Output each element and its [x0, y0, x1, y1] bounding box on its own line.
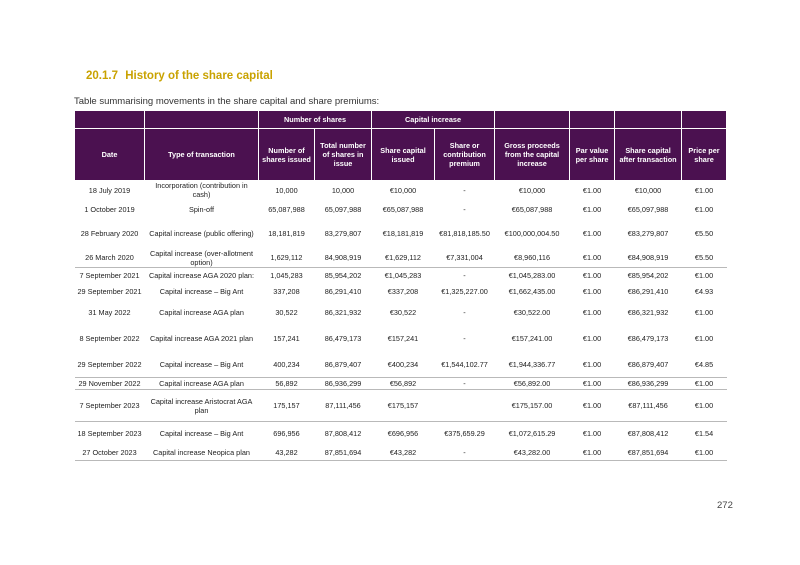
cell-capital-after: €86,936,299 [615, 378, 682, 390]
cell-par-value: €1.00 [570, 422, 615, 445]
table-row [75, 219, 727, 249]
group-header-empty [495, 111, 570, 129]
cell-price: €1.00 [682, 445, 727, 461]
cell-capital-after: €86,291,410 [627, 287, 669, 296]
cell-price: €1.00 [682, 378, 727, 390]
group-header-empty [682, 111, 727, 129]
cell-par-value: €1.00 [570, 181, 615, 200]
cell-par-value: €1.00 [582, 334, 602, 343]
cell-par-value: €1.00 [582, 253, 602, 263]
cell-capital-issued: €337,208 [387, 287, 419, 296]
cell-date: 31 May 2022 [88, 308, 131, 317]
col-header-price: Price per share [682, 129, 727, 181]
cell-type: Capital increase Aristocrat AGA plan [145, 390, 259, 422]
cell-par-value: €1.00 [582, 204, 602, 214]
cell-price: €4.85 [694, 359, 714, 369]
cell-gross-proceeds: €56,892.00 [495, 378, 570, 390]
cell-shares-issued: 30,522 [275, 308, 298, 317]
cell-type: Capital increase AGA 2020 plan: [145, 268, 259, 284]
table-row [75, 326, 727, 352]
cell-total-shares: 87,851,694 [315, 445, 372, 461]
cell-total-shares: 83,279,807 [324, 229, 362, 238]
cell-price: €4.93 [694, 287, 714, 296]
cell-capital-issued: €30,522 [389, 308, 417, 317]
cell-price: €1.00 [694, 308, 714, 317]
cell-type: Capital increase – Big Ant [159, 287, 244, 296]
table-row [75, 352, 727, 378]
cell-premium: - [463, 334, 466, 343]
table-row [75, 422, 727, 445]
col-header-capital-issued: Share capital issued [372, 129, 435, 181]
cell-total-shares: 65,097,988 [324, 204, 362, 214]
cell-premium: - [435, 268, 495, 284]
cell-par-value: €1.00 [582, 229, 602, 238]
cell-date: 29 November 2022 [75, 378, 145, 390]
cell-shares-issued: 400,234 [273, 359, 300, 369]
cell-type: Spin-off [188, 204, 214, 214]
cell-par-value: €1.00 [582, 359, 602, 369]
cell-gross-proceeds: €1,045,283.00 [495, 268, 570, 284]
cell-capital-after: €83,279,807 [627, 229, 669, 238]
table-row [75, 268, 727, 284]
cell-capital-after: €84,908,919 [627, 253, 669, 263]
cell-date: 7 September 2021 [75, 268, 145, 284]
cell-date: 18 September 2023 [75, 422, 145, 445]
cell-shares-issued: 157,241 [273, 334, 300, 343]
cell-date: 27 October 2023 [75, 445, 145, 461]
cell-capital-issued: €43,282 [372, 445, 435, 461]
cell-capital-issued: €400,234 [387, 359, 419, 369]
section-number: 20.1.7 [86, 70, 118, 82]
cell-type: Capital increase AGA 2021 plan [149, 334, 254, 343]
cell-par-value: €1.00 [570, 390, 615, 422]
cell-type: Capital increase (public offering) [149, 229, 254, 238]
cell-shares-issued: 43,282 [259, 445, 315, 461]
cell-premium: €7,331,004 [446, 253, 483, 263]
cell-price: €1.00 [682, 181, 727, 200]
cell-gross-proceeds: €175,157.00 [495, 390, 570, 422]
cell-gross-proceeds: €1,944,336.77 [508, 359, 556, 369]
cell-gross-proceeds: €30,522.00 [513, 308, 551, 317]
table-row [75, 300, 727, 326]
cell-date: 8 September 2022 [79, 334, 140, 343]
col-header-par-value: Par value per share [570, 129, 615, 181]
table-row [75, 200, 727, 219]
cell-premium: €81,818,185.50 [439, 229, 490, 238]
table-body [75, 181, 727, 461]
cell-shares-issued: 56,892 [259, 378, 315, 390]
cell-gross-proceeds: €157,241.00 [511, 334, 553, 343]
cell-price: €5.50 [694, 253, 714, 263]
cell-type: Capital increase AGA plan [145, 378, 259, 390]
cell-capital-issued: €18,181,819 [382, 229, 424, 238]
cell-premium: €375,659.29 [435, 422, 495, 445]
table-row [75, 181, 727, 200]
cell-date: 7 September 2023 [75, 390, 145, 422]
cell-capital-after: €87,808,412 [615, 422, 682, 445]
cell-premium: - [435, 378, 495, 390]
cell-gross-proceeds: €65,087,988 [511, 204, 553, 214]
group-header-row [75, 111, 727, 129]
group-header-empty [570, 111, 615, 129]
cell-premium: €1,544,102.77 [441, 359, 488, 369]
cell-total-shares: 85,954,202 [315, 268, 372, 284]
cell-price: €5.50 [694, 229, 714, 238]
table-row [75, 284, 727, 300]
cell-capital-after: €10,000 [615, 181, 682, 200]
cell-total-shares: 86,479,173 [324, 334, 362, 343]
cell-date: 18 July 2019 [75, 181, 145, 200]
cell-capital-issued: €10,000 [372, 181, 435, 200]
section-heading [86, 70, 273, 82]
cell-capital-after: €87,111,456 [615, 390, 682, 422]
cell-capital-issued: €157,241 [387, 334, 419, 343]
cell-capital-after: €86,479,173 [627, 334, 669, 343]
cell-price: €1.00 [682, 390, 727, 422]
cell-premium: - [435, 181, 495, 200]
cell-total-shares: 84,908,919 [324, 253, 362, 263]
cell-premium: - [463, 204, 466, 214]
section-title: History of the share capital [125, 70, 273, 82]
table-row [75, 445, 727, 461]
cell-gross-proceeds: €10,000 [495, 181, 570, 200]
cell-shares-issued: 65,087,988 [268, 204, 305, 214]
cell-gross-proceeds: €8,960,116 [514, 253, 551, 263]
cell-premium [435, 390, 495, 422]
group-header-empty [145, 111, 259, 129]
cell-gross-proceeds: €100,000,004.50 [504, 229, 560, 238]
cell-price: €1.00 [694, 334, 714, 343]
col-header-gross-proceeds: Gross proceeds from the capital increase [495, 129, 570, 181]
page-number: 272 [717, 500, 733, 511]
group-header-number-of-shares: Number of shares [259, 111, 372, 129]
cell-shares-issued: 18,181,819 [268, 229, 305, 238]
cell-capital-after: €86,879,407 [627, 359, 669, 369]
table-row [75, 249, 727, 268]
cell-par-value: €1.00 [570, 378, 615, 390]
cell-date: 29 September 2022 [77, 359, 142, 369]
col-header-premium: Share or contribution premium [435, 129, 495, 181]
cell-par-value: €1.00 [570, 445, 615, 461]
cell-type: Capital increase AGA plan [159, 308, 244, 317]
cell-capital-issued: €1,045,283 [372, 268, 435, 284]
cell-capital-after: €65,097,988 [627, 204, 669, 214]
cell-shares-issued: 696,956 [259, 422, 315, 445]
cell-capital-after: €86,321,932 [627, 308, 669, 317]
cell-type: Capital increase (over-allotment option) [149, 248, 253, 267]
cell-date: 28 February 2020 [80, 229, 139, 238]
group-header-empty [75, 111, 145, 129]
cell-type: Capital increase Neopica plan [145, 445, 259, 461]
cell-capital-after: €85,954,202 [615, 268, 682, 284]
cell-total-shares: 86,936,299 [315, 378, 372, 390]
col-header-capital-after: Share capital after transaction [615, 129, 682, 181]
col-header-date: Date [75, 129, 145, 181]
cell-type: Capital increase – Big Ant [159, 359, 244, 369]
cell-total-shares: 86,291,410 [324, 287, 362, 296]
cell-total-shares: 86,321,932 [324, 308, 362, 317]
intro-text: Table summarising movements in the share capital and share premiums: [74, 96, 380, 107]
cell-gross-proceeds: €43,282.00 [495, 445, 570, 461]
cell-premium: €1,325,227.00 [441, 287, 488, 296]
col-header-type: Type of transaction [145, 129, 259, 181]
cell-gross-proceeds: €1,662,435.00 [508, 287, 556, 296]
table-row [75, 390, 727, 422]
cell-total-shares: 86,879,407 [324, 359, 362, 369]
column-header-row [75, 129, 727, 181]
cell-capital-issued: €56,892 [372, 378, 435, 390]
cell-capital-after: €87,851,694 [615, 445, 682, 461]
cell-capital-issued: €175,157 [372, 390, 435, 422]
cell-total-shares: 10,000 [315, 181, 372, 200]
cell-shares-issued: 10,000 [259, 181, 315, 200]
share-capital-history-table [74, 110, 727, 461]
cell-capital-issued: €65,087,988 [382, 204, 424, 214]
cell-shares-issued: 175,157 [259, 390, 315, 422]
cell-price: €1.00 [694, 204, 714, 214]
cell-total-shares: 87,111,456 [315, 390, 372, 422]
cell-shares-issued: 337,208 [273, 287, 300, 296]
cell-type: Incorporation (contribution in cash) [145, 181, 259, 200]
cell-date: 29 September 2021 [77, 287, 142, 296]
cell-shares-issued: 1,045,283 [259, 268, 315, 284]
cell-premium: - [463, 308, 466, 317]
cell-price: €1.54 [682, 422, 727, 445]
cell-capital-issued: €696,956 [372, 422, 435, 445]
cell-par-value: €1.00 [582, 287, 602, 296]
col-header-total-shares: Total number of shares in issue [315, 129, 372, 181]
cell-capital-issued: €1,629,112 [385, 253, 421, 263]
cell-gross-proceeds: €1,072,615.29 [495, 422, 570, 445]
group-header-empty [615, 111, 682, 129]
table-row [75, 378, 727, 390]
cell-shares-issued: 1,629,112 [270, 253, 303, 263]
cell-date: 1 October 2019 [84, 204, 135, 214]
cell-date: 26 March 2020 [85, 253, 134, 263]
group-header-capital-increase: Capital increase [372, 111, 495, 129]
cell-premium: - [435, 445, 495, 461]
cell-price: €1.00 [682, 268, 727, 284]
cell-par-value: €1.00 [570, 268, 615, 284]
cell-type: Capital increase – Big Ant [145, 422, 259, 445]
cell-par-value: €1.00 [582, 308, 602, 317]
cell-total-shares: 87,808,412 [315, 422, 372, 445]
col-header-shares-issued: Number of shares issued [259, 129, 315, 181]
